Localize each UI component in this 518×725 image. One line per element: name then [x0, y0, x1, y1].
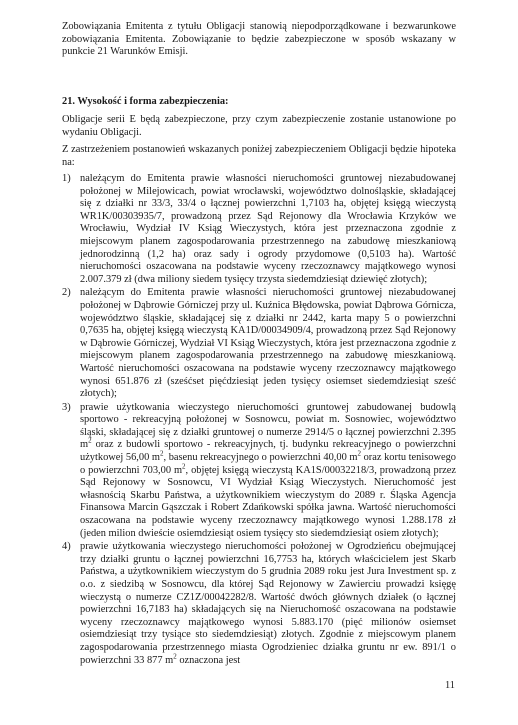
superscript: 2 — [173, 652, 177, 661]
list-item-text-part: oraz z budowli sportowo - rekreacyjnych, tj. budynku rekreacyjnego o powierzchni użytkowej 56,00 m — [80, 439, 456, 464]
superscript: 2 — [357, 449, 361, 458]
list-item-text-part: prawie użytkowania wieczystego nieruchomości położonej w Ogrodzieńcu obejmującej trzy działki gruntu o łącznej powierzchni 16,7753 ha, których właścicielem jest Skarb Państwa, a użytkownikiem wieczystym do 5 grudnia 2089 roku jest Jura Investment sp. z o.o. z siedzibą w Sosnowcu, dla której Sąd Rejonowy w Zawierciu prowadzi księgę wieczystą o numerze CZ1Z/00042282/8. Wartość dwóch głównych działek (o łącznej powierzchni 16,7183 ha) składających się na Nieruchomość oszacowana na podstawie wyceny rzeczoznawcy majątkowego wynosi 5.883.170 (pięć milionów osiemset osiemdziesiąt trzy tysiące sto siedemdziesiąt) złotych. Zgodnie z miejscowym planem zagospodarowania przestrzennego miasta Ogrodzieniec działka gruntu nr ew. 891/1 o powierzchni 33 877 m — [80, 541, 456, 666]
list-item — [62, 541, 456, 667]
list-item-text: należącym do Emitenta prawie własności nieruchomości gruntowej niezabudowanej położonej w Dąbrowie Górniczej przy ul. Kuźnica Błędowska, powiat Dąbrowa Górnicza, województwo śląskie, składającej się z działki nr 2442, karta mapy 5 o powierzchni 0,7635 ha, objętej księgą wieczystą KA1D/00034909/4, prowadzoną przez Sąd Rejonowy w Dąbrowie Górniczej, Wydział VI Ksiąg Wieczystych, która jest przeznaczona zgodnie z miejscowym planem zagospodarowania przestrzennego na zabudowę mieszkaniową. Wartość nieruchomości oszacowana na podstawie wyceny rzeczoznawcy majątkowego wynosi 651.876 zł (sześćset pięćdziesiąt jeden tysięcy osiemset siedemdziesiąt sześć złotych); — [80, 287, 456, 400]
intro-paragraph: Zobowiązania Emitenta z tytułu Obligacji stanowią niepodporządkowane i bezwarunkowe zobowiązania Emitenta. Zobowiązanie to będzie zabezpieczone w sposób wskazany w punkcie 21 Warunków Emisji. — [62, 21, 456, 58]
list-item — [62, 287, 456, 400]
list-item-number: 1) — [62, 173, 71, 184]
list-item-text-part: oznaczona jest — [176, 654, 241, 666]
list-item — [62, 173, 456, 286]
list-item-text: należącym do Emitenta prawie własności nieruchomości gruntowej niezabudowanej położonej w Milejowicach, powiat wrocławski, województwo dolnośląskie, składającej się z działki nr 33/3, 33/4 o łącznej powierzchni 1,7103 ha, objętej księgą wieczystą WR1K/00303935/7, prowadzoną przez Sąd Rejonowy dla Wrocławia Krzyków we Wrocławiu, Wydział IV Ksiąg Wieczystych, która jest przeznaczona zgodnie z miejscowym planem zagospodarowania przestrzennego na zabudowę mieszkaniową jednorodzinną (1,2 ha) oraz sady i ogrody przydomowe (0,5103 ha). Wartość nieruchomości oszacowana na podstawie wyceny rzeczoznawcy majątkowego wynosi 2.007.379 zł (dwa miliony siedem tysięcy trzysta siedemdziesiąt dziewięć złotych); — [80, 173, 456, 285]
list-item-number: 3) — [62, 401, 71, 413]
list-item-text-part: prawie użytkowania wieczystego nieruchomości gruntowej zabudowanej budowlą sportowo - rekreacyjną położonej w Sosnowcu, powiat m. Sosnowiec, województwo śląski, składającej się z działki gruntowej o numerze 2914/5 o łącznej powierzchni 2.395 m — [80, 401, 456, 451]
superscript: 2 — [159, 449, 164, 458]
list-item — [62, 402, 456, 541]
list-item-text-part: , basenu rekreacyjnego o powierzchni 40,00 m — [163, 452, 358, 464]
paragraph-mortgage-intro: Z zastrzeżeniem postanowień wskazanych poniżej zabezpieczeniem Obligacji będzie hipoteka na: — [62, 144, 456, 168]
paragraph-security-intro: Obligacje serii E będą zabezpieczone, przy czym zabezpieczenie zostanie ustanowione po wydaniu Obligacji. — [62, 114, 456, 138]
page-number: 11 — [445, 680, 456, 691]
superscript: 2 — [182, 462, 186, 471]
list-item-number: 2) — [62, 287, 71, 299]
list-item-number: 4) — [62, 541, 71, 553]
list-item-text-part: oraz kortu tenisowego o powierzchni 703,00 m — [80, 452, 456, 476]
superscript: 2 — [88, 437, 92, 445]
section-heading: 21. Wysokość i forma zabezpieczenia: — [62, 96, 229, 107]
mortgage-list — [62, 173, 456, 667]
list-item-text-part: , objętej księgą wieczystą KA1S/00032218/3, prowadzoną przez Sąd Rejonowy w Sosnowcu, VI Wydział Ksiąg Wieczystych. Nieruchomość jest własnością Skarbu Państwa, a użytkownikiem wieczystym do 2089 r. Śląska Agencja Finansowa Marcin Gąszczak i Robert Zdańkowski spółka jawna. Wartość nieruchomości oszacowana na podstawie wyceny rzeczoznawcy majątkowego wynosi 1.288.178 zł (jeden milion dwieście osiemdziesiąt osiem tysięcy sto siedemdziesiąt osiem złotych); — [80, 464, 456, 539]
